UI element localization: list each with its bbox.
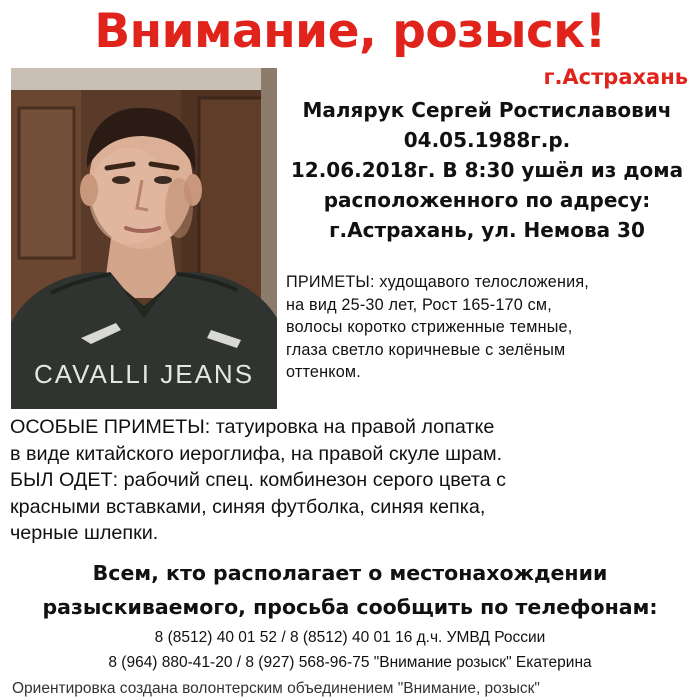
clothing-line-1: рабочий спец. комбинезон серого цвета с	[118, 469, 507, 491]
callout-line-1: Всем, кто располагает о местонахождении	[92, 561, 608, 585]
phone-line-1: 8 (8512) 40 01 52 / 8 (8512) 40 01 16 д.ч. УМВД России	[154, 629, 546, 646]
signs-line-4: глаза светло коричневые с зелёным	[286, 340, 566, 359]
poster-city: г.Астрахань	[543, 65, 688, 89]
phone-numbers	[0, 625, 700, 675]
special-signs-block	[10, 414, 694, 547]
disappearance-line-2: расположенного по адресу:	[323, 188, 651, 212]
hoodie-print-text: CAVALLI JEANS	[33, 359, 255, 389]
signs-line-1: худощавого телосложения,	[374, 273, 590, 291]
signs-block	[286, 271, 694, 384]
signs-line-3: волосы коротко стриженные темные,	[286, 318, 573, 336]
signs-line-5: оттенком.	[286, 363, 361, 381]
special-signs-line-2: в виде китайского иероглифа, на правой скуле шрам.	[10, 442, 503, 465]
signs-label: ПРИМЕТЫ:	[286, 273, 375, 291]
clothing-label: БЫЛ ОДЕТ:	[10, 469, 119, 491]
person-name: Малярук Сергей Ростиславович	[302, 98, 672, 122]
disappearance-line-1: 12.06.2018г. В 8:30 ушёл из дома	[290, 158, 684, 182]
person-details	[282, 95, 692, 245]
special-signs-label: ОСОБЫЕ ПРИМЕТЫ:	[10, 416, 211, 438]
disappearance-address: г.Астрахань, ул. Немова 30	[329, 218, 645, 242]
signs-line-2: на вид 25-30 лет, Рост 165-170 см,	[286, 295, 552, 314]
missing-person-photo	[11, 68, 277, 409]
special-signs-line-1: татуировка на правой лопатке	[210, 416, 495, 438]
clothing-line-2: красными вставками, синяя футболка, синяя кепка,	[10, 495, 486, 518]
callout-line-2: разыскиваемого, просьба сообщить по телефонам:	[42, 595, 658, 619]
footer-credit: Ориентировка создана волонтерским объединением "Внимание, розыск"	[12, 680, 540, 697]
poster-title: Внимание, розыск!	[94, 4, 606, 59]
clothing-line-3: черные шлепки.	[10, 522, 159, 544]
person-birth-date: 04.05.1988г.р.	[403, 128, 571, 152]
phone-line-2: 8 (964) 880-41-20 / 8 (927) 568-96-75 "Внимание розыск" Екатерина	[108, 654, 592, 671]
contact-callout	[0, 556, 700, 624]
